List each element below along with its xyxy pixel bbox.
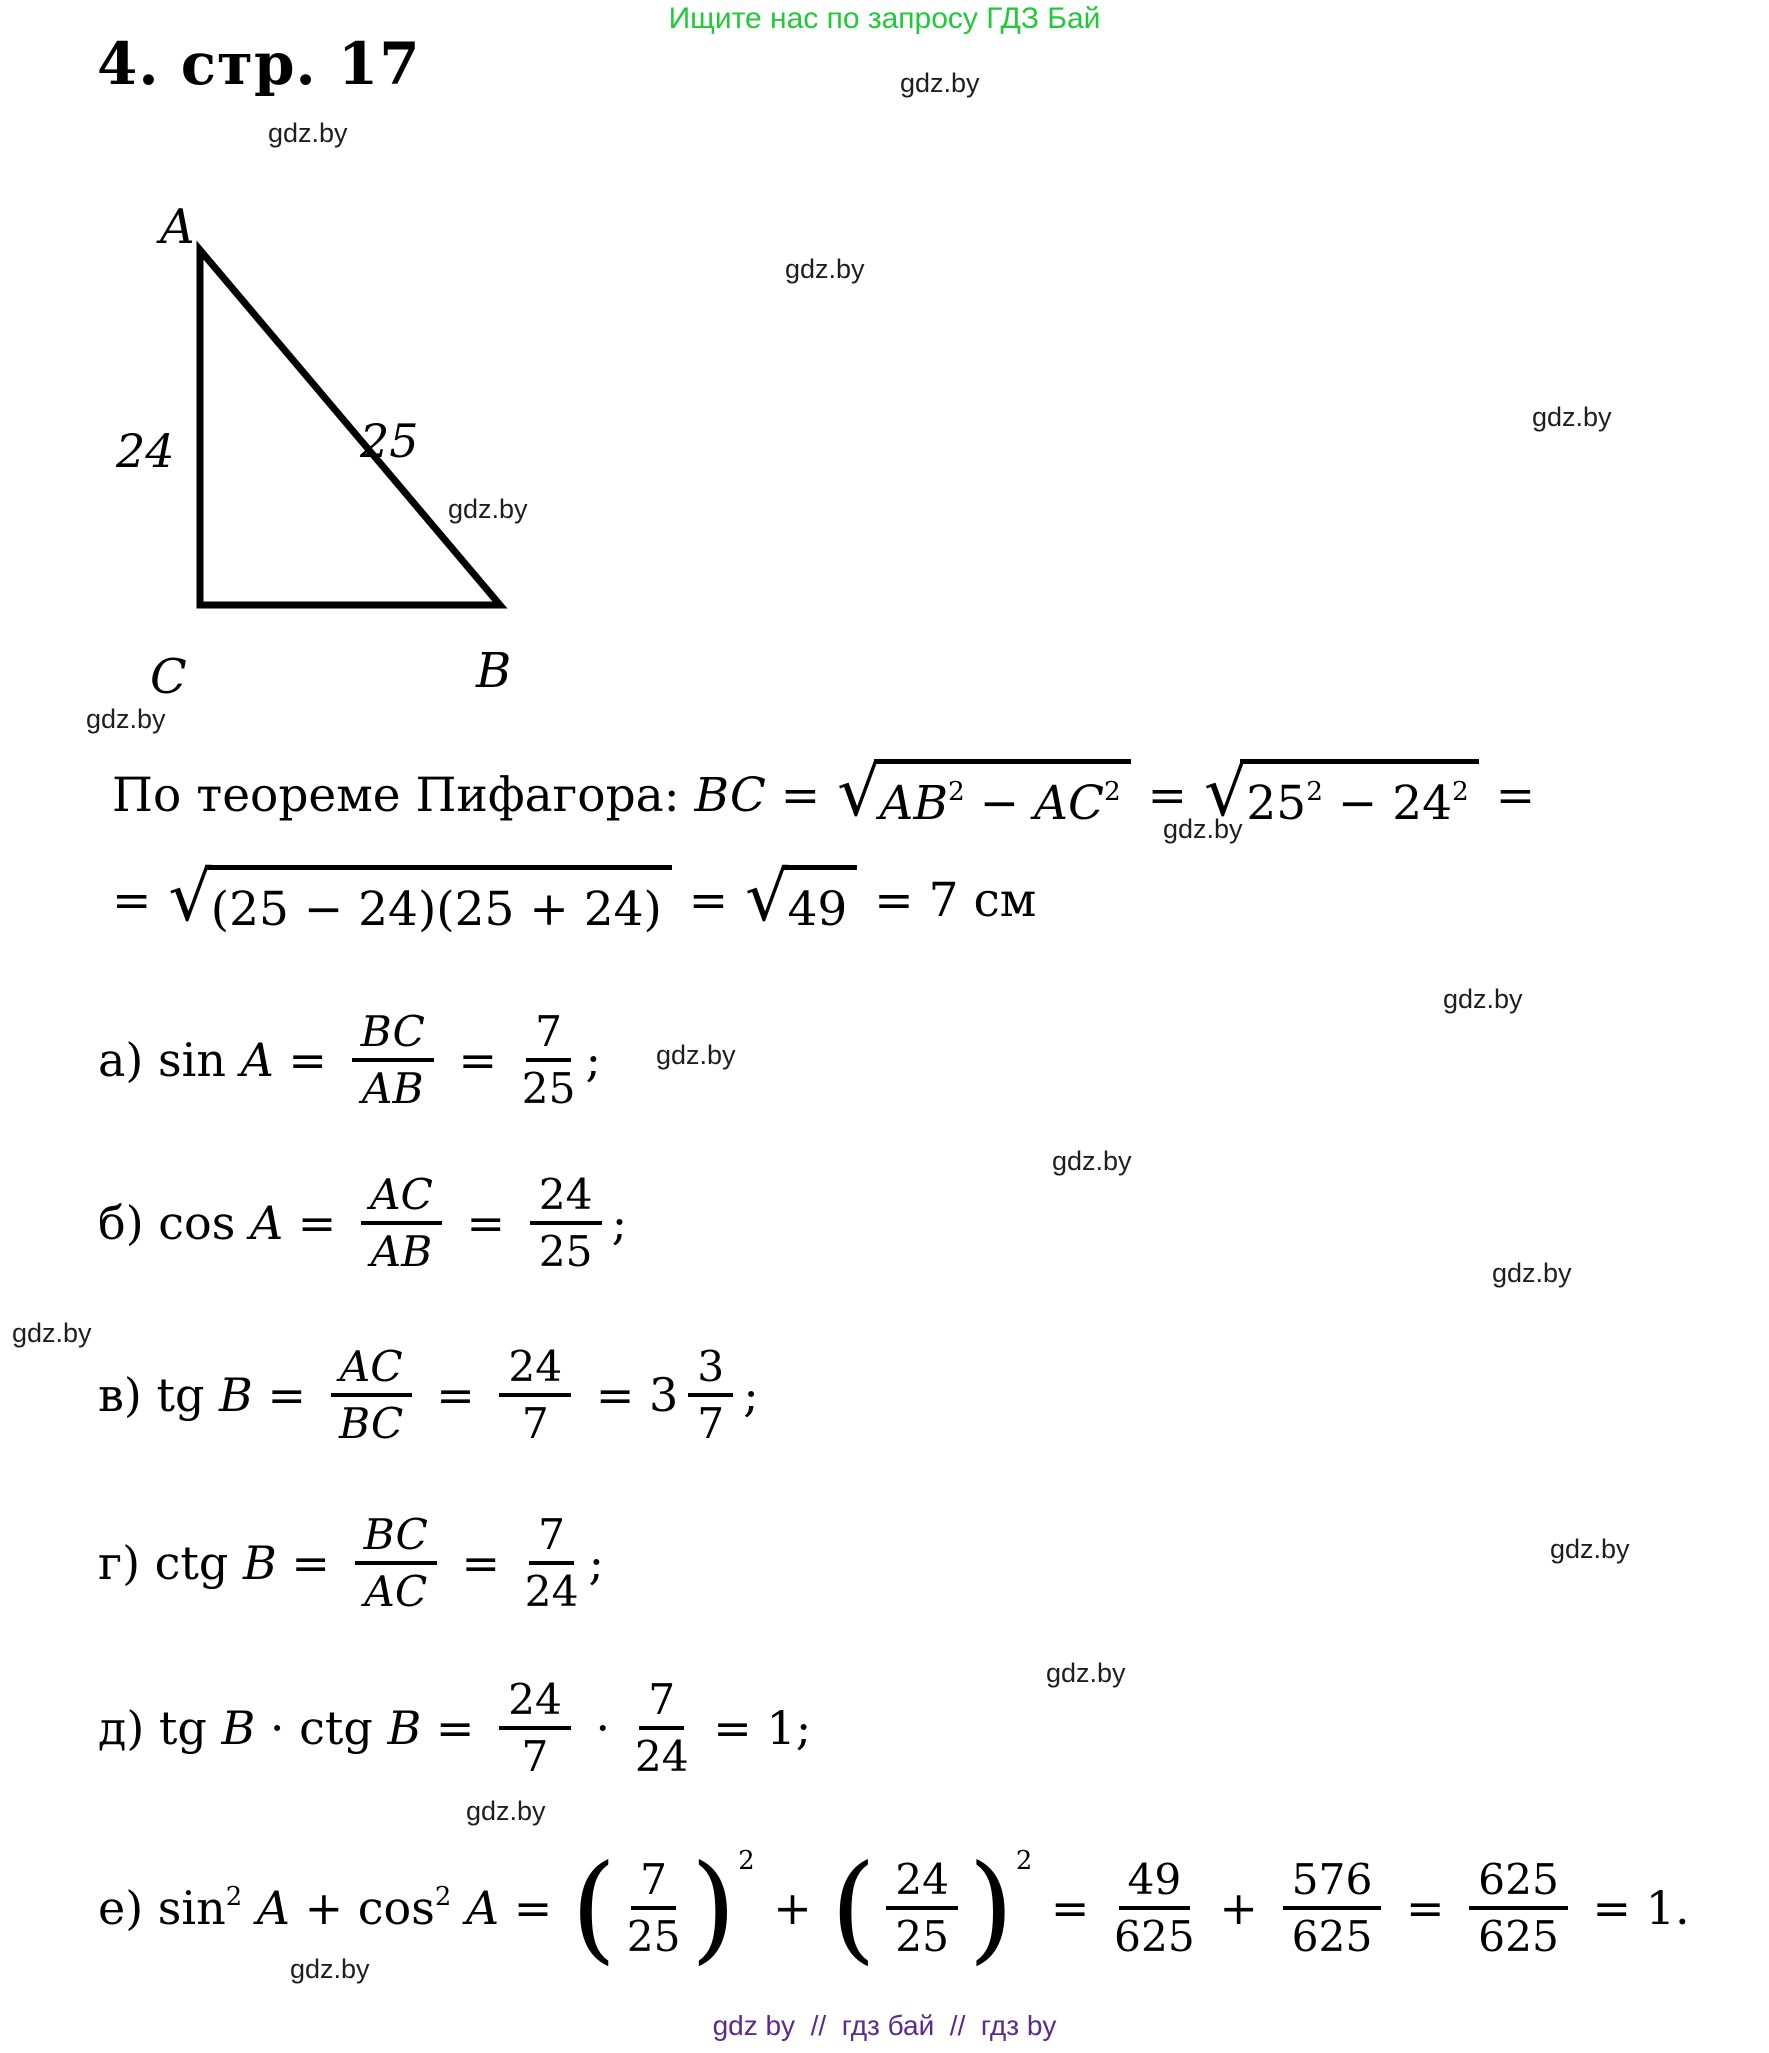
math-var: AC xyxy=(369,1169,433,1219)
math-sup: 2 xyxy=(948,777,965,808)
fraction-numerator xyxy=(331,1343,412,1397)
vertex-label-c: C xyxy=(150,649,187,705)
math-var: B xyxy=(219,1368,253,1422)
fraction xyxy=(522,1008,576,1113)
math-fn: ctg xyxy=(154,1536,243,1590)
gdz-watermark: gdz.by xyxy=(290,1954,370,1984)
solution-item-g xyxy=(98,1498,604,1628)
math-op: = xyxy=(276,1536,345,1590)
math-var: B xyxy=(221,1701,256,1755)
vertex-label-b: B xyxy=(476,643,512,699)
fraction xyxy=(361,1171,442,1276)
math-op: · xyxy=(580,1701,625,1755)
leg-length-label: 24 xyxy=(116,424,175,478)
math-text-run xyxy=(586,1033,602,1087)
math-text-run xyxy=(422,1368,490,1422)
math-fn: sin xyxy=(157,1881,226,1935)
fraction-numerator xyxy=(499,1343,571,1397)
math-text-run xyxy=(112,768,835,823)
math-num: 25 xyxy=(1246,776,1307,831)
gdz-watermark: gdz.by xyxy=(86,704,166,734)
fraction-numerator xyxy=(355,1511,437,1565)
math-text-run xyxy=(1205,1881,1273,1935)
footer-links: gdz by // гдз бай // гдз by xyxy=(712,2010,1057,2041)
math-op: − xyxy=(1322,776,1393,831)
math-text: б) xyxy=(98,1196,159,1250)
pythagoras-line-2 xyxy=(112,848,1036,953)
fraction xyxy=(499,1343,571,1448)
fraction xyxy=(525,1511,579,1616)
fraction-numerator xyxy=(639,1676,684,1730)
math-num: 625 xyxy=(1114,1912,1195,1961)
hypotenuse-length-label: 25 xyxy=(360,414,419,468)
gdz-watermark: gdz.by xyxy=(1550,1534,1630,1564)
math-op: = xyxy=(421,1701,490,1755)
math-text-run xyxy=(1578,1881,1690,1935)
fraction xyxy=(1114,1856,1195,1961)
gdz-watermark: gdz.by xyxy=(1052,1146,1132,1176)
math-var: B xyxy=(243,1536,277,1590)
math-text-run xyxy=(581,1368,678,1422)
math-text: ; xyxy=(588,1536,605,1590)
math-text-run xyxy=(1391,1881,1459,1935)
fraction xyxy=(530,1171,602,1276)
math-num: (25 − 24)(25 + 24) xyxy=(210,881,662,937)
fraction-denominator xyxy=(627,1910,681,1960)
fraction-numerator xyxy=(886,1856,958,1910)
page-title: 4. стр. 17 xyxy=(97,30,421,98)
paren-group xyxy=(830,1839,1033,1977)
radical-icon: √ xyxy=(168,858,212,938)
math-num: 24 xyxy=(508,1341,563,1391)
fraction-numerator xyxy=(1119,1856,1191,1910)
math-num: 24 xyxy=(895,1854,950,1904)
math-sup: 2 xyxy=(1452,777,1469,808)
math-fn: cos xyxy=(357,1881,435,1935)
math-num: 24 xyxy=(524,1567,579,1616)
math-var: A xyxy=(256,1881,290,1935)
gdz-watermark: gdz.by xyxy=(656,1040,736,1070)
math-text-run xyxy=(447,1536,515,1590)
math-num: 625 xyxy=(1478,1854,1559,1904)
fraction-denominator xyxy=(522,1730,549,1780)
solution-item-d xyxy=(98,1663,811,1793)
gdz-watermark: gdz.by xyxy=(1046,1658,1126,1688)
math-op: = xyxy=(443,1033,512,1087)
fraction-denominator xyxy=(1292,1910,1373,1960)
math-op: = xyxy=(1132,767,1202,823)
math-op: = xyxy=(581,1368,650,1422)
gdz-watermark: gdz.by xyxy=(448,494,528,524)
math-op: = xyxy=(1577,1881,1646,1935)
math-var: AC xyxy=(364,1567,428,1616)
math-sup: 2 xyxy=(225,1882,243,1913)
math-op: = xyxy=(1036,1881,1105,1935)
math-text: г) xyxy=(98,1536,155,1590)
fraction xyxy=(331,1343,412,1448)
math-op: = xyxy=(1480,767,1536,823)
math-text xyxy=(451,1881,466,1935)
math-var: A xyxy=(465,1881,500,1935)
math-num: 1. xyxy=(1645,1881,1690,1935)
fraction-numerator xyxy=(631,1856,676,1910)
fraction-denominator xyxy=(1478,1910,1559,1960)
radical-icon: √ xyxy=(745,858,789,938)
math-text-run xyxy=(674,873,743,928)
fraction-numerator xyxy=(1469,1856,1568,1910)
pythagoras-line-1 xyxy=(112,740,1535,850)
math-text-run xyxy=(98,1033,342,1087)
math-num: 24 xyxy=(508,1674,562,1724)
fraction xyxy=(1283,1856,1382,1961)
math-fn: ctg xyxy=(299,1701,388,1755)
open-paren: ( xyxy=(830,1839,877,1977)
square-root xyxy=(168,858,672,938)
fraction xyxy=(688,1343,733,1448)
math-num: 24 xyxy=(634,1732,689,1781)
math-num: 49 xyxy=(787,881,848,937)
math-text-run xyxy=(1036,1881,1104,1935)
math-var: AC xyxy=(1034,776,1104,831)
math-num: 25 xyxy=(626,1912,681,1961)
fraction xyxy=(352,1008,434,1113)
fraction xyxy=(635,1676,689,1781)
math-text-run xyxy=(699,1701,812,1755)
math-text: ; xyxy=(585,1033,602,1087)
fraction-numerator xyxy=(352,1008,434,1062)
math-op: = xyxy=(673,873,744,928)
close-paren: ) xyxy=(690,1839,737,1977)
math-op: = xyxy=(421,1368,490,1422)
fraction-denominator xyxy=(895,1910,949,1960)
fraction-numerator xyxy=(499,1676,571,1730)
math-text-run xyxy=(743,1368,759,1422)
gdz-watermark: gdz.by xyxy=(1492,1258,1572,1288)
fraction-numerator xyxy=(526,1008,571,1062)
math-var: BC xyxy=(694,767,766,823)
gdz-watermark: gdz.by xyxy=(1163,814,1243,844)
paren-exponent: 2 xyxy=(1015,1845,1033,1876)
fraction-numerator xyxy=(688,1343,733,1397)
math-op: = xyxy=(765,767,836,823)
fraction-denominator xyxy=(539,1225,593,1275)
fraction-numerator xyxy=(1283,1856,1382,1910)
triangle-figure xyxy=(110,185,550,745)
math-op: + xyxy=(290,1881,358,1935)
math-text: 7 см xyxy=(928,873,1037,928)
math-var: AB xyxy=(879,776,949,831)
radicand xyxy=(1240,759,1478,831)
math-num: 7 xyxy=(535,1006,563,1056)
math-num: 7 xyxy=(640,1854,668,1904)
math-text-run xyxy=(112,873,166,928)
solution-item-v xyxy=(98,1330,759,1460)
math-num: 24 xyxy=(1392,776,1453,831)
math-text-run xyxy=(589,1536,605,1590)
math-num: 7 xyxy=(538,1509,566,1559)
radical-icon: √ xyxy=(1203,752,1248,832)
radicand xyxy=(205,865,672,937)
math-num: 625 xyxy=(1478,1912,1559,1961)
math-text-run xyxy=(98,1196,351,1250)
fraction-denominator xyxy=(635,1730,689,1780)
math-sup: 2 xyxy=(1306,777,1323,808)
math-op: = xyxy=(273,1033,342,1087)
paren-exponent: 2 xyxy=(738,1845,755,1876)
math-text-run xyxy=(1481,768,1535,823)
math-text-run xyxy=(581,1701,625,1755)
gdz-watermark: gdz.by xyxy=(268,118,348,148)
math-num: 49 xyxy=(1127,1854,1182,1904)
fraction-denominator xyxy=(1114,1910,1195,1960)
math-op: + xyxy=(758,1881,827,1935)
promo-header: Ищите нас по запросу ГДЗ Бай xyxy=(668,2,1101,35)
math-var: A xyxy=(240,1033,274,1087)
square-root xyxy=(1203,752,1479,832)
open-paren: ( xyxy=(570,1839,617,1977)
math-op: = xyxy=(451,1196,520,1250)
gdz-watermark: gdz.by xyxy=(900,68,980,98)
math-var: BC xyxy=(360,1006,425,1056)
math-text: д) xyxy=(98,1701,159,1755)
square-root xyxy=(837,752,1131,832)
fraction-numerator xyxy=(361,1171,442,1225)
math-sup: 2 xyxy=(1103,777,1121,808)
math-num: 25 xyxy=(521,1064,576,1113)
fraction-denominator xyxy=(697,1397,724,1447)
math-fn: cos xyxy=(158,1196,250,1250)
gdz-watermark: gdz.by xyxy=(1532,402,1612,432)
paren-group xyxy=(570,1839,755,1977)
radicand xyxy=(874,759,1131,831)
math-op: · xyxy=(255,1701,300,1755)
math-op: = xyxy=(1391,1881,1460,1935)
gdz-watermark: gdz.by xyxy=(785,254,865,284)
solution-item-b xyxy=(98,1158,627,1288)
math-var: B xyxy=(387,1701,422,1755)
fraction-denominator xyxy=(371,1225,433,1275)
fraction-denominator xyxy=(362,1062,424,1112)
math-num: 7 xyxy=(697,1399,725,1448)
fraction-numerator xyxy=(529,1511,574,1565)
math-text-run xyxy=(98,1368,321,1422)
math-text: ; xyxy=(743,1368,759,1422)
math-var: BC xyxy=(338,1399,404,1448)
triangle-outline xyxy=(200,250,500,605)
math-text-run xyxy=(759,1881,827,1935)
fraction-denominator xyxy=(522,1062,576,1112)
fraction xyxy=(355,1511,437,1616)
math-text: ; xyxy=(611,1196,628,1250)
math-text: е) xyxy=(98,1881,158,1935)
math-op: = xyxy=(698,1701,767,1755)
math-num: 25 xyxy=(895,1912,950,1961)
math-var: AB xyxy=(370,1227,433,1276)
math-op: = xyxy=(499,1881,567,1935)
math-text: в) xyxy=(98,1368,157,1422)
gdz-watermark: gdz.by xyxy=(466,1796,546,1826)
gdz-watermark: gdz.by xyxy=(1443,984,1523,1014)
math-num: 7 xyxy=(521,1732,549,1781)
fraction-denominator xyxy=(364,1565,427,1615)
math-op: = xyxy=(283,1196,351,1250)
fraction xyxy=(886,1856,958,1961)
math-text-run xyxy=(98,1881,567,1935)
close-paren: ) xyxy=(968,1839,1014,1977)
math-text-run xyxy=(859,873,1036,928)
fraction xyxy=(627,1856,681,1961)
fraction-denominator xyxy=(339,1397,403,1447)
math-num: 3 xyxy=(649,1368,679,1422)
fraction-numerator xyxy=(530,1171,602,1225)
math-var: AB xyxy=(361,1064,424,1113)
radical-icon: √ xyxy=(837,752,881,832)
math-fn: tg xyxy=(156,1368,220,1422)
math-var: A xyxy=(249,1196,284,1250)
math-num: 1 xyxy=(766,1701,796,1755)
math-text: По теореме Пифагора: xyxy=(112,767,695,823)
fraction-denominator xyxy=(525,1565,579,1615)
math-num: 25 xyxy=(538,1227,593,1276)
math-op: − xyxy=(964,776,1035,831)
math-var: BC xyxy=(363,1509,428,1559)
math-num: 7 xyxy=(648,1674,676,1724)
math-var: AC xyxy=(339,1341,403,1391)
math-fn: sin xyxy=(158,1033,241,1087)
math-num: 24 xyxy=(538,1169,593,1219)
math-text-run xyxy=(444,1033,512,1087)
math-text-run xyxy=(612,1196,628,1250)
square-root xyxy=(745,858,857,938)
math-text: а) xyxy=(98,1033,158,1087)
gdz-watermark: gdz.by xyxy=(12,1318,92,1348)
vertex-label-a: A xyxy=(160,199,195,255)
math-op: = xyxy=(252,1368,321,1422)
solution-item-a xyxy=(98,995,601,1125)
math-fn: tg xyxy=(158,1701,222,1755)
math-num: 3 xyxy=(697,1341,725,1391)
math-op: = xyxy=(859,873,929,928)
fraction-denominator xyxy=(522,1397,549,1447)
math-num: 7 xyxy=(521,1399,549,1448)
math-text-run xyxy=(98,1701,489,1755)
math-sup: 2 xyxy=(434,1882,452,1913)
math-text-run xyxy=(98,1536,345,1590)
math-text-run xyxy=(452,1196,520,1250)
fraction xyxy=(1469,1856,1568,1961)
radicand xyxy=(782,865,858,937)
fraction xyxy=(499,1676,571,1781)
math-num: 576 xyxy=(1291,1854,1373,1904)
math-text xyxy=(242,1881,257,1935)
math-op: + xyxy=(1204,1881,1273,1935)
math-num: 625 xyxy=(1291,1912,1373,1961)
math-op: = xyxy=(446,1536,515,1590)
math-text: ; xyxy=(795,1701,812,1755)
math-op: = xyxy=(112,873,167,928)
